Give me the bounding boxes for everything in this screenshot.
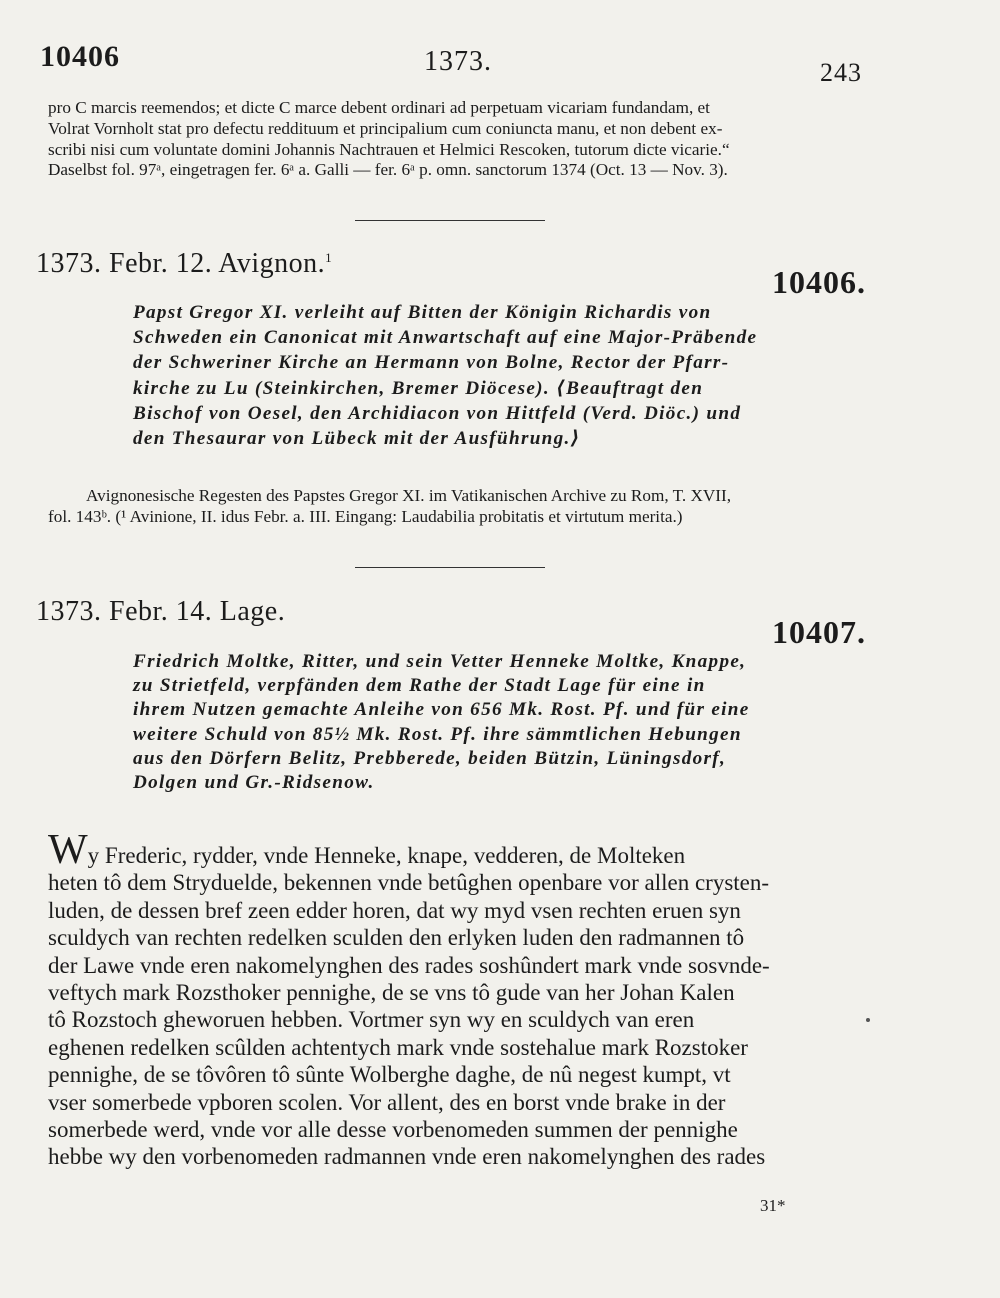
- entry-date: 1373. Febr. 14. Lage.: [36, 596, 286, 627]
- charter-line: der Lawe vnde eren nakomelynghen des rades soshûndert mark vnde sosvnde-: [48, 952, 770, 978]
- entry-10406-heading: [36, 248, 866, 300]
- summary-line: Papst Gregor XI. verleiht auf Bitten der Königin Richardis von: [133, 302, 712, 323]
- source-line: fol. 143ᵇ. (¹ Avinione, II. idus Febr. a. III. Eingang: Laudabilia probitatis et virtutum merita.): [48, 506, 683, 526]
- charter-line: pennighe, de se tôvôren tô sûnte Wolberghe daghe, de nû negest kumpt, vt: [48, 1062, 731, 1088]
- entry-date-text: 1373. Febr. 12. Avignon.: [36, 248, 326, 279]
- source-line: Avignonesische Regesten des Papstes Gregor XI. im Vatikanischen Archive zu Rom, T. XVII,: [86, 486, 732, 505]
- charter-line: sculdych van rechten redelken sculden den erlyken luden den radmannen tô: [48, 925, 745, 951]
- entry-10406-summary: [133, 300, 861, 451]
- summary-line: Dolgen und Gr.-Ridsenow.: [133, 772, 375, 794]
- charter-line: tô Rozstoch gheworuen hebben. Vortmer syn wy en sculdych van eren: [48, 1007, 695, 1033]
- signature-mark: 31*: [760, 1196, 786, 1215]
- summary-line: Schweden ein Canonicat mit Anwartschaft auf eine Major-Präbende: [133, 327, 758, 349]
- entry-10406-source: [48, 486, 863, 527]
- charter-line: heten tô dem Stryduelde, bekennen vnde betûghen openbare vor allen crysten-: [48, 870, 770, 896]
- entry-10407-summary: [133, 650, 861, 795]
- section-divider: [355, 220, 545, 221]
- text-line: Daselbst fol. 97ᵃ, eingetragen fer. 6ᵃ a. Galli — fer. 6ᵃ p. omn. sanctorum 1374 (Oct. 13 — Nov. 3).: [48, 160, 728, 180]
- entry-10407-heading: [36, 596, 866, 650]
- charter-line-text: y Frederic, rydder, vnde Henneke, knape, vedderen, de Molteken: [87, 843, 686, 868]
- entry-date: [36, 248, 332, 279]
- charter-line: somerbede werd, vnde vor alle desse vorbenomeden summen der pennighe: [48, 1117, 738, 1143]
- entry-number: 10406.: [772, 264, 866, 300]
- summary-line: weitere Schuld von 85½ Mk. Rost. Pf. ihre sämmtlichen Hebungen: [133, 723, 742, 745]
- summary-line: Friedrich Moltke, Ritter, und sein Vetter Henneke Moltke, Knappe,: [133, 651, 747, 672]
- text-line: scribi nisi cum voluntate domini Johannis Nachtrauen et Helmici Rescoken, tutorum dicte vicarie.“: [48, 139, 730, 159]
- charter-line: hebbe wy den vorbenomeden radmannen vnde eren nakomelynghen des rades: [48, 1144, 766, 1170]
- summary-line: ihrem Nutzen gemachte Anleihe von 656 Mk. Rost. Pf. und für eine: [133, 699, 750, 721]
- charter-line: vser somerbede vpboren scolen. Vor allent, des en borst vnde brake in der: [48, 1089, 726, 1115]
- drop-capital: W: [48, 827, 88, 873]
- charter-line: luden, de dessen bref zeen edder horen, dat wy myd vsen rechten eruen syn: [48, 897, 741, 923]
- intro-paragraph: [48, 98, 863, 181]
- header-page-number: 243: [820, 58, 862, 87]
- summary-line: zu Strietfeld, verpfänden dem Rathe der Stadt Lage für eine in: [133, 675, 706, 697]
- header-year: 1373.: [424, 46, 492, 77]
- header-document-number: 10406: [40, 40, 120, 73]
- entry-10407-charter-text: [48, 827, 858, 1171]
- text-line: pro C marcis reemendos; et dicte C marce debent ordinari ad perpetuam vicariam fundandam, et: [48, 98, 710, 117]
- charter-first-line: [48, 827, 858, 873]
- summary-line: aus den Dörfern Belitz, Prebberede, beiden Bützin, Lüningsdorf,: [133, 747, 727, 769]
- text-line: Volrat Vornholt stat pro defectu reddituum et principalium cum coniuncta manu, et non debent ex-: [48, 118, 723, 138]
- section-divider: [355, 567, 545, 568]
- charter-line: eghenen redelken scûlden achtentych mark vnde sostehalue mark Rozstoker: [48, 1034, 748, 1060]
- entry-number: 10407.: [772, 614, 866, 650]
- summary-line: den Thesaurar von Lübeck mit der Ausführung.⟩: [133, 428, 581, 450]
- summary-line: kirche zu Lu (Steinkirchen, Bremer Diöcese). ⟨Beauftragt den: [133, 377, 704, 399]
- charter-line: veftych mark Rozsthoker pennighe, de se vns tô gude van her Johan Kalen: [48, 980, 735, 1006]
- footnote-mark: 1: [325, 250, 333, 265]
- summary-line: der Schweriner Kirche an Hermann von Bolne, Rector der Pfarr-: [133, 352, 730, 374]
- summary-line: Bischof von Oesel, den Archidiacon von Hittfeld (Verd. Diöc.) und: [133, 402, 742, 424]
- margin-dot: [866, 1018, 870, 1022]
